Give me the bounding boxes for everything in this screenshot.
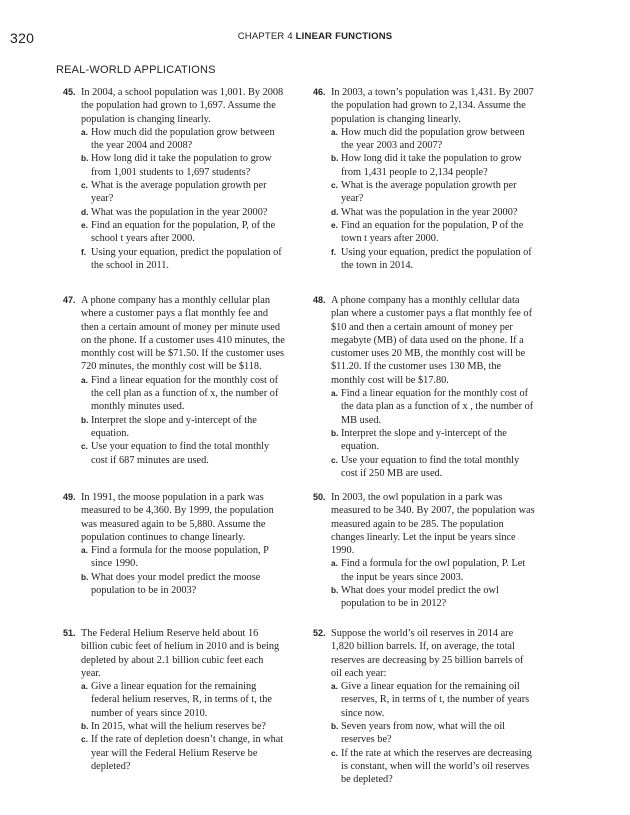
problem-part xyxy=(81,414,285,441)
part-text: What is the average population growth per year? xyxy=(91,180,267,205)
problem-stem: In 1991, the moose population in a park was measured to be 4,360. By 1999, the population was measured again to be 5,880. Assume the population continues to change linearly. xyxy=(81,492,274,543)
part-text: What was the population in the year 2000? xyxy=(341,206,518,218)
problem-part xyxy=(331,387,535,427)
problem-number: 50. xyxy=(313,492,326,502)
problem-45 xyxy=(63,86,285,272)
problem-part xyxy=(331,152,535,179)
problem-parts xyxy=(63,680,285,773)
problem-stem: A phone company has a monthly cellular plan where a customer pays a flat monthly fee and then a certain amount of money per minute used on the phone. If a customer uses 410 minutes, the monthly cost will be $71.50. If the customer uses 720 minutes, the monthly cost will be $118. xyxy=(81,295,285,373)
problem-part xyxy=(81,544,285,571)
part-text: Using your equation, predict the population of the school in 2011. xyxy=(91,246,282,271)
problem-part xyxy=(331,219,535,246)
problem-46 xyxy=(313,86,535,272)
problem-part xyxy=(81,246,285,273)
problem-number: 48. xyxy=(313,295,326,305)
part-letter: c. xyxy=(81,441,88,452)
problem-parts xyxy=(63,126,285,272)
part-text: Seven years from now, what will the oil reserves be? xyxy=(341,721,506,746)
part-letter: b. xyxy=(331,721,339,732)
part-text: Find a formula for the moose population, P since 1990. xyxy=(91,545,269,570)
problem-number: 51. xyxy=(63,628,76,638)
part-letter: b. xyxy=(81,721,89,732)
part-letter: a. xyxy=(331,388,338,399)
problem-50 xyxy=(313,491,535,611)
part-letter: d. xyxy=(81,206,89,217)
problem-number: 46. xyxy=(313,87,326,97)
problem-part xyxy=(331,206,535,219)
part-text: How much did the population grow between the year 2004 and 2008? xyxy=(91,126,275,152)
problem-parts xyxy=(63,544,285,597)
part-text: Use your equation to find the total monthly cost if 687 minutes are used. xyxy=(91,441,270,466)
problem-stem: In 2003, a town’s population was 1,431. By 2007 the population had grown to 2,134. Assume the population is changing linearly. xyxy=(331,87,534,125)
part-text: What was the population in the year 2000? xyxy=(91,206,268,218)
part-letter: a. xyxy=(81,545,88,556)
part-text: Find an equation for the population, P, of the school t years after 2000. xyxy=(91,219,276,245)
part-text: Interpret the slope and y-intercept of the equation. xyxy=(341,427,507,453)
part-text: Use your equation to find the total monthly cost if 250 MB are used. xyxy=(341,454,520,479)
part-letter: f. xyxy=(331,246,337,257)
problem-part xyxy=(331,584,535,611)
part-letter: c. xyxy=(331,747,338,758)
problem-number: 47. xyxy=(63,295,76,305)
problem-parts xyxy=(313,387,535,480)
part-letter: b. xyxy=(81,571,89,582)
part-text: What does your model predict the owl population to be in 2012? xyxy=(341,585,499,610)
problem-stem: In 2004, a school population was 1,001. By 2008 the population had grown to 1,697. Assume the population is changing linearly. xyxy=(81,87,284,125)
part-letter: a. xyxy=(331,681,338,692)
problem-part xyxy=(81,126,285,153)
problem-parts xyxy=(313,680,535,786)
problem-parts xyxy=(63,374,285,467)
problem-stem: In 2003, the owl population in a park was measured to be 340. By 2007, the population was measured again to be 285. The population changes linearly. Let the input be years since 1990. xyxy=(331,492,535,557)
part-letter: a. xyxy=(81,681,88,692)
section-title: REAL-WORLD APPLICATIONS xyxy=(56,64,216,76)
problem-part xyxy=(81,374,285,414)
part-text: How much did the population grow between the year 2003 and 2007? xyxy=(341,126,525,152)
problem-part xyxy=(331,126,535,153)
problem-part xyxy=(331,557,535,584)
problem-parts xyxy=(313,557,535,610)
part-text: How long did it take the population to grow from 1,001 students to 1,697 students? xyxy=(91,153,272,178)
problem-part xyxy=(81,720,285,733)
part-text: Using your equation, predict the population of the town in 2014. xyxy=(341,246,532,271)
part-text: Interpret the slope and y-intercept of the equation. xyxy=(91,414,257,439)
part-letter: b. xyxy=(81,414,89,425)
problem-47 xyxy=(63,294,285,467)
part-letter: b. xyxy=(81,153,89,164)
problem-part xyxy=(331,427,535,454)
problem-48 xyxy=(313,294,535,480)
problem-part xyxy=(331,454,535,481)
part-text: In 2015, what will the helium reserves be? xyxy=(91,721,266,733)
part-text: Find a linear equation for the monthly cost of the data plan as a function of x , the number of MB used. xyxy=(341,388,534,426)
problem-part xyxy=(331,720,535,747)
part-letter: b. xyxy=(331,585,339,596)
chapter-title: LINEAR FUNCTIONS xyxy=(295,31,393,42)
problem-49 xyxy=(63,491,285,597)
page-number: 320 xyxy=(10,30,35,46)
part-text: Give a linear equation for the remaining oil reserves, R, in terms of t, the number of years since now. xyxy=(341,681,530,719)
problem-part xyxy=(81,571,285,598)
part-letter: a. xyxy=(331,126,338,137)
problem-part xyxy=(81,206,285,219)
problem-part xyxy=(81,152,285,179)
part-letter: d. xyxy=(331,206,339,217)
part-letter: a. xyxy=(81,126,88,137)
part-text: Find a linear equation for the monthly cost of the cell plan as a function of x, the number of monthly minutes used. xyxy=(91,374,279,413)
problem-stem: Suppose the world’s oil reserves in 2014 are 1,820 billion barrels. If, on average, the total reserves are decreasing by 25 billion barrels of oil each year: xyxy=(331,628,524,679)
part-text: Find a formula for the owl population, P. Let the input be years since 2003. xyxy=(341,558,526,583)
part-text: If the rate of depletion doesn’t change, in what year will the Federal Helium Reserve be depleted? xyxy=(91,734,284,772)
part-text: Find an equation for the population, P of the town t years after 2000. xyxy=(341,219,524,245)
problem-part xyxy=(81,680,285,720)
problem-51 xyxy=(63,627,285,773)
part-letter: b. xyxy=(331,427,339,438)
part-letter: c. xyxy=(81,180,88,191)
part-text: Give a linear equation for the remaining federal helium reserves, R, in terms of t, the number of years since 2010. xyxy=(91,681,272,719)
problem-part xyxy=(331,179,535,206)
chapter-label: CHAPTER 4 xyxy=(237,31,293,42)
problem-52 xyxy=(313,627,535,787)
part-text: How long did it take the population to grow from 1,431 people to 2,134 people? xyxy=(341,153,522,178)
problem-part xyxy=(81,179,285,206)
part-letter: a. xyxy=(331,558,338,569)
running-head xyxy=(0,31,630,42)
problem-part xyxy=(331,747,535,787)
part-letter: f. xyxy=(81,246,87,257)
part-letter: c. xyxy=(81,734,88,745)
part-text: What does your model predict the moose population to be in 2003? xyxy=(91,571,261,597)
problem-part xyxy=(81,733,285,773)
part-letter: c. xyxy=(331,180,338,191)
part-letter: a. xyxy=(81,374,88,385)
problem-stem: The Federal Helium Reserve held about 16 billion cubic feet of helium in 2010 and is being depleted by about 2.1 billion cubic feet each year. xyxy=(81,628,280,679)
problem-part xyxy=(81,440,285,467)
part-text: If the rate at which the reserves are decreasing is constant, when will the world’s oil reserves be depleted? xyxy=(341,747,532,786)
problem-parts xyxy=(313,126,535,272)
part-letter: e. xyxy=(81,219,88,230)
part-letter: b. xyxy=(331,153,339,164)
problem-part xyxy=(331,246,535,273)
part-letter: c. xyxy=(331,454,338,465)
part-letter: e. xyxy=(331,219,338,230)
problem-stem: A phone company has a monthly cellular data plan where a customer pays a flat monthly fee of $10 and then a certain amount of money per megabyte (MB) of data used on the phone. If a customer uses 20 MB, the monthly cost will be $11.20. If the customer uses 130 MB, the monthly cost will be $17.80. xyxy=(331,295,533,386)
problem-number: 45. xyxy=(63,87,76,97)
problem-part xyxy=(331,680,535,720)
problem-number: 52. xyxy=(313,628,326,638)
problem-part xyxy=(81,219,285,246)
part-text: What is the average population growth per year? xyxy=(341,180,517,205)
problem-number: 49. xyxy=(63,492,76,502)
